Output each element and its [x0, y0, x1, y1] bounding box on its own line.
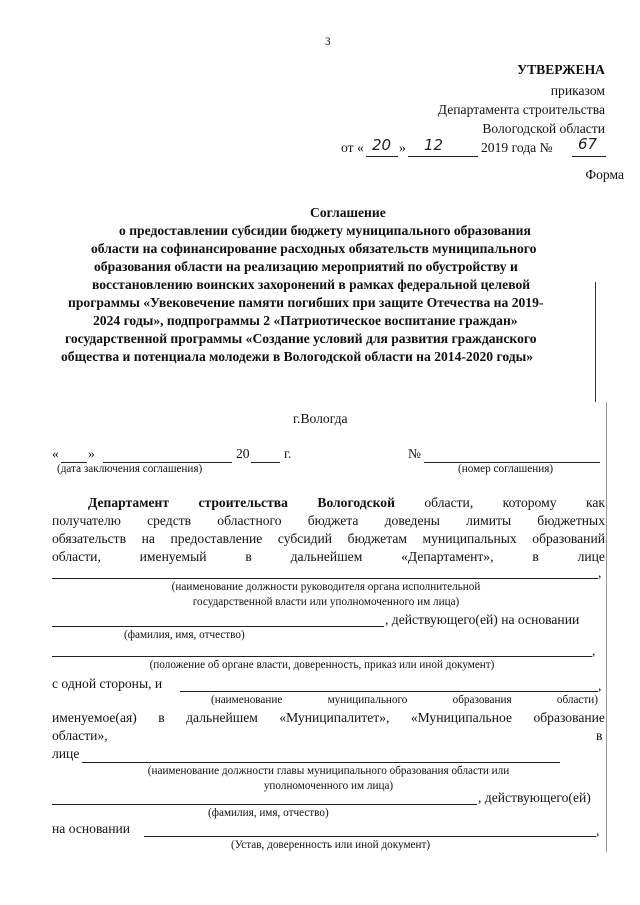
handwritten-month: 12 [424, 136, 444, 154]
date-mid: » [399, 140, 406, 155]
form-label: Форма [585, 167, 624, 182]
caption-municipality [211, 694, 598, 706]
approval-line-3: Вологодской области [482, 121, 605, 136]
scan-line [595, 282, 596, 402]
acting-text-2: , действующего(ей) [478, 790, 591, 805]
body-line-4 [52, 549, 605, 565]
year-blank [251, 462, 280, 463]
region-text: области», [52, 728, 108, 743]
word: которому [502, 495, 557, 510]
word: дальнейшем [290, 549, 363, 564]
word: «Муниципальное [410, 710, 512, 725]
year-prefix: 20 [236, 446, 250, 461]
comma: , [598, 565, 602, 580]
word: лице [577, 549, 605, 564]
handwritten-order-number: 67 [578, 135, 598, 153]
heading-line: области на софинансирование расходных обязательств муниципального [91, 241, 537, 256]
heading-line: программы «Увековечение памяти погибших при защите Отечества на 2019- [68, 295, 544, 310]
caption-number: (номер соглашения) [458, 463, 554, 475]
day-underline [366, 156, 398, 157]
page-number: 3 [325, 36, 331, 48]
word: «Департамент», [401, 549, 494, 564]
approval-line-1: приказом [550, 83, 605, 98]
word: именуемый [139, 549, 207, 564]
head-position-blank [52, 578, 598, 579]
face-word: лице [52, 746, 80, 761]
date-prefix: от « [341, 140, 364, 155]
heading-line: 2024 годы», подпрограммы 2 «Патриотическое воспитание граждан» [93, 313, 518, 328]
caption-basis-1: (положение об органе власти, доверенность, приказ или иной документ) [149, 659, 495, 671]
basis-blank-1 [52, 656, 592, 657]
word: в [245, 549, 252, 564]
word: строительства [198, 495, 288, 510]
handwritten-day: 20 [372, 136, 392, 154]
caption-head-mo-1: (наименование должности главы муниципального образования области или [147, 765, 510, 777]
word: Вологодской [317, 495, 395, 510]
approval-line-2: Департамента строительства [437, 102, 605, 117]
word: «Муниципалитет», [279, 710, 390, 725]
number-sign: № [408, 446, 421, 461]
close-quote: » [88, 446, 95, 461]
comma: , [592, 643, 596, 658]
word: муниципального [327, 694, 408, 706]
agreement-title: Соглашение [310, 205, 386, 220]
caption-fio-2: (фамилия, имя, отчество) [208, 807, 329, 819]
comma: , [596, 823, 600, 838]
one-side-text: с одной стороны, и [52, 676, 163, 691]
caption-date: (дата заключения соглашения) [57, 463, 203, 475]
body-line-2: получателю средств областного бюджета доведены лимиты бюджетных [52, 513, 605, 528]
word: образования [452, 694, 512, 706]
caption-head-1: (наименование должности руководителя органа исполнительной [171, 581, 481, 593]
word: именуемое(ая) [52, 710, 137, 725]
municipality-name-blank [180, 691, 598, 692]
word: области, [424, 495, 474, 510]
word: (наименование [211, 694, 283, 706]
word: как [585, 495, 605, 510]
body-line-1 [88, 495, 605, 511]
order-underline [572, 156, 606, 157]
word: Департамент [88, 495, 170, 510]
heading-line: о предоставлении субсидии бюджету муниципального образования [119, 223, 531, 238]
heading-line: восстановлению воинских захоронений в рамках федеральной целевой [92, 277, 531, 292]
fio-blank-2 [52, 804, 477, 805]
city: г.Вологда [293, 411, 348, 426]
word: дальнейшем [186, 710, 258, 725]
fio-blank-1 [52, 626, 384, 627]
date-suffix: 2019 года № [481, 140, 553, 155]
scan-line [606, 402, 607, 852]
word: образование [533, 710, 605, 725]
body-line-3: обязательств на предоставление субсидий бюджетам муниципальных образований [52, 531, 605, 546]
comma: , [598, 678, 602, 693]
word: в [532, 549, 539, 564]
basis-blank-2 [144, 836, 596, 837]
caption-basis-2: (Устав, доверенность или иной документ) [231, 839, 431, 851]
word: области) [556, 694, 598, 706]
municipality-line [52, 710, 605, 726]
caption-fio-1: (фамилия, имя, отчество) [124, 629, 245, 641]
head-mo-blank [82, 762, 560, 763]
heading-line: общества и потенциала молодежи в Вологодской области на 2014-2020 годы» [61, 349, 534, 364]
heading-line: образования области на реализацию мероприятий по обустройству и [94, 259, 518, 274]
heading-line: государственной программы «Создание условий для развития гражданского [65, 331, 537, 346]
word: области, [52, 549, 101, 564]
in-word: в [596, 728, 603, 743]
year-suffix: г. [284, 446, 292, 461]
acting-text-1: , действующего(ей) на основании [385, 612, 580, 627]
caption-head-2: государственной власти или уполномоченного им лица) [192, 596, 460, 608]
month-underline [408, 156, 478, 157]
caption-head-mo-2: уполномоченного им лица) [263, 780, 394, 792]
open-quote: « [52, 446, 59, 461]
approval-title: УТВЕРЖЕНА [517, 62, 605, 77]
basis-label: на основании [52, 821, 131, 836]
word: в [158, 710, 165, 725]
